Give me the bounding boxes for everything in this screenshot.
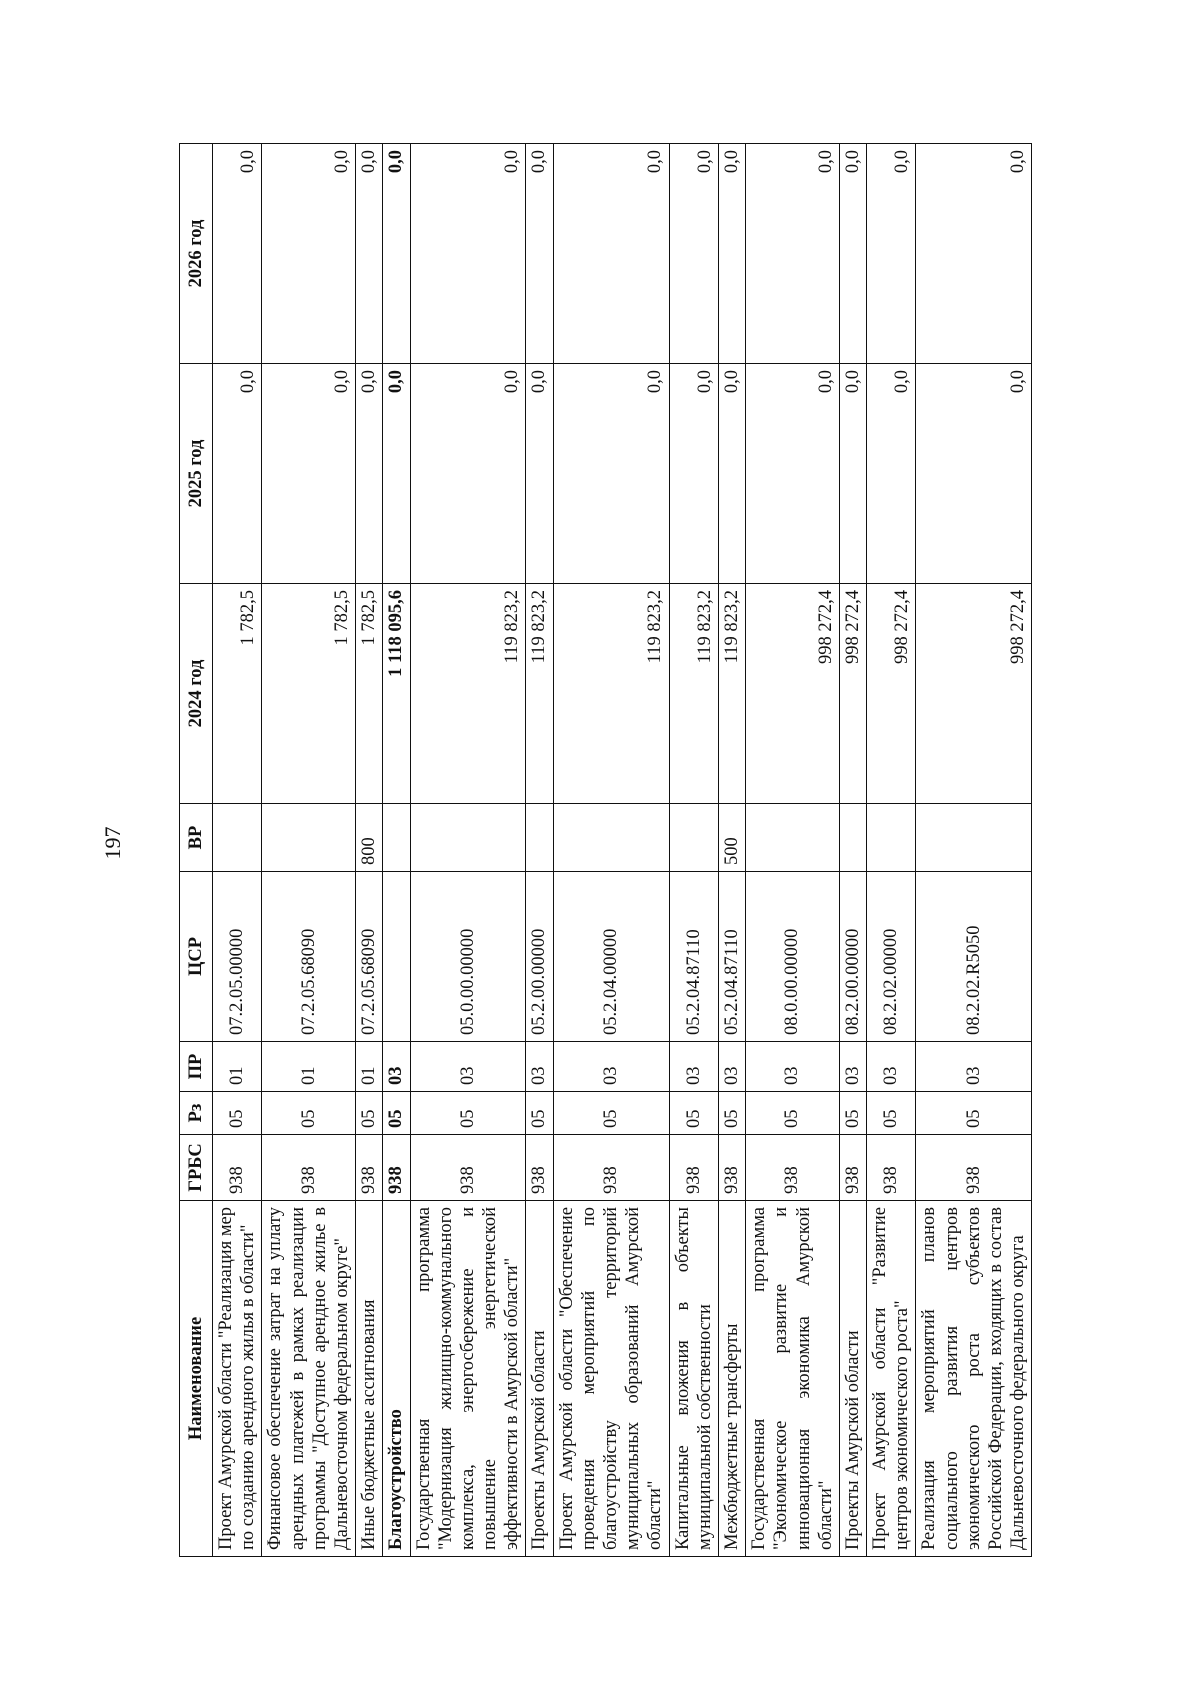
cell-grbs: 938 [213, 1135, 262, 1201]
cell-2025: 0,0 [262, 364, 356, 584]
cell-csr: 08.2.00.00000 [839, 872, 866, 1042]
cell-2024: 119 823,2 [410, 584, 526, 804]
cell-name: Иные бюджетные ассигнования [356, 1201, 383, 1557]
cell-2024: 998 272,4 [746, 584, 840, 804]
budget-table [179, 143, 1032, 1557]
cell-2025: 0,0 [410, 364, 526, 584]
cell-vr [410, 804, 526, 872]
cell-grbs: 938 [410, 1135, 526, 1201]
cell-rz: 05 [746, 1092, 840, 1135]
cell-2024: 1 782,5 [213, 584, 262, 804]
cell-2024: 119 823,2 [526, 584, 553, 804]
cell-rz: 05 [262, 1092, 356, 1135]
table-row [213, 144, 262, 1557]
cell-rz: 05 [867, 1092, 916, 1135]
cell-2024: 119 823,2 [669, 584, 718, 804]
cell-vr [867, 804, 916, 872]
page-number: 197 [100, 826, 125, 860]
cell-csr [383, 872, 410, 1042]
cell-2025: 0,0 [553, 364, 669, 584]
table-row [718, 144, 745, 1557]
rotated-table-container [179, 144, 1047, 1557]
cell-grbs: 938 [839, 1135, 866, 1201]
header-grbs: ГРБС [180, 1135, 213, 1201]
table-row [526, 144, 553, 1557]
header-rz: Рз [180, 1092, 213, 1135]
cell-2026: 0,0 [356, 144, 383, 364]
table-row [553, 144, 669, 1557]
cell-grbs: 938 [867, 1135, 916, 1201]
cell-rz: 05 [916, 1092, 1032, 1135]
cell-2025: 0,0 [213, 364, 262, 584]
cell-csr: 07.2.05.68090 [356, 872, 383, 1042]
cell-pr: 01 [356, 1042, 383, 1092]
cell-csr: 08.0.00.00000 [746, 872, 840, 1042]
cell-csr: 05.0.00.00000 [410, 872, 526, 1042]
cell-vr [669, 804, 718, 872]
cell-2025: 0,0 [867, 364, 916, 584]
cell-grbs: 938 [383, 1135, 410, 1201]
cell-rz: 05 [383, 1092, 410, 1135]
header-2025: 2025 год [180, 364, 213, 584]
cell-name: Проекты Амурской области [526, 1201, 553, 1557]
cell-2024: 1 782,5 [262, 584, 356, 804]
header-2024: 2024 год [180, 584, 213, 804]
cell-2025: 0,0 [746, 364, 840, 584]
cell-vr: 800 [356, 804, 383, 872]
table-row [383, 144, 410, 1557]
cell-2026: 0,0 [526, 144, 553, 364]
cell-pr: 03 [867, 1042, 916, 1092]
table-header-row [180, 144, 213, 1557]
cell-vr: 500 [718, 804, 745, 872]
cell-2025: 0,0 [669, 364, 718, 584]
cell-pr: 03 [526, 1042, 553, 1092]
cell-grbs: 938 [746, 1135, 840, 1201]
cell-rz: 05 [839, 1092, 866, 1135]
cell-pr: 03 [383, 1042, 410, 1092]
header-vr: ВР [180, 804, 213, 872]
cell-grbs: 938 [669, 1135, 718, 1201]
table-row [262, 144, 356, 1557]
cell-vr [839, 804, 866, 872]
cell-pr: 03 [916, 1042, 1032, 1092]
cell-vr [383, 804, 410, 872]
cell-rz: 05 [213, 1092, 262, 1135]
cell-csr: 05.2.04.00000 [553, 872, 669, 1042]
cell-rz: 05 [669, 1092, 718, 1135]
cell-2024: 998 272,4 [867, 584, 916, 804]
cell-2026: 0,0 [839, 144, 866, 364]
cell-2026: 0,0 [553, 144, 669, 364]
cell-name: Благоустройство [383, 1201, 410, 1557]
cell-2026: 0,0 [262, 144, 356, 364]
cell-pr: 03 [669, 1042, 718, 1092]
cell-rz: 05 [356, 1092, 383, 1135]
cell-pr: 03 [746, 1042, 840, 1092]
cell-2026: 0,0 [669, 144, 718, 364]
table-body [213, 144, 1032, 1557]
cell-rz: 05 [718, 1092, 745, 1135]
cell-vr [526, 804, 553, 872]
cell-name: Проект Амурской области "Развитие центров экономического роста" [867, 1201, 916, 1557]
cell-csr: 05.2.00.00000 [526, 872, 553, 1042]
cell-2026: 0,0 [383, 144, 410, 364]
cell-2026: 0,0 [718, 144, 745, 364]
cell-2026: 0,0 [410, 144, 526, 364]
cell-name: Капитальные вложения в объекты муниципальной собственности [669, 1201, 718, 1557]
cell-name: Реализация мероприятий планов социального развития центров экономического роста субъектов Российской Федерации, входящих в состав Дальневосточного федерального округа [916, 1201, 1032, 1557]
cell-grbs: 938 [718, 1135, 745, 1201]
cell-name: Проекты Амурской области [839, 1201, 866, 1557]
cell-2026: 0,0 [213, 144, 262, 364]
table-row [916, 144, 1032, 1557]
cell-2025: 0,0 [718, 364, 745, 584]
cell-name: Проект Амурской области "Реализация мер по созданию арендного жилья в области" [213, 1201, 262, 1557]
cell-2024: 119 823,2 [718, 584, 745, 804]
cell-rz: 05 [526, 1092, 553, 1135]
cell-2024: 1 118 095,6 [383, 584, 410, 804]
header-pr: ПР [180, 1042, 213, 1092]
cell-2024: 119 823,2 [553, 584, 669, 804]
cell-name: Государственная программа "Модернизация жилищно-коммунального комплекса, энергосбережение и повышение энергетической эффективности в Амурской области" [410, 1201, 526, 1557]
header-name: Наименование [180, 1201, 213, 1557]
table-row [746, 144, 840, 1557]
cell-2024: 998 272,4 [916, 584, 1032, 804]
cell-2024: 1 782,5 [356, 584, 383, 804]
cell-rz: 05 [410, 1092, 526, 1135]
cell-vr [553, 804, 669, 872]
cell-vr [916, 804, 1032, 872]
cell-pr: 03 [553, 1042, 669, 1092]
cell-2025: 0,0 [916, 364, 1032, 584]
cell-pr: 03 [839, 1042, 866, 1092]
cell-2025: 0,0 [839, 364, 866, 584]
cell-2025: 0,0 [526, 364, 553, 584]
cell-grbs: 938 [262, 1135, 356, 1201]
cell-pr: 03 [718, 1042, 745, 1092]
table-row [867, 144, 916, 1557]
cell-csr: 05.2.04.87110 [718, 872, 745, 1042]
cell-grbs: 938 [553, 1135, 669, 1201]
cell-2026: 0,0 [867, 144, 916, 364]
table-row [669, 144, 718, 1557]
cell-csr: 08.2.02.00000 [867, 872, 916, 1042]
cell-vr [262, 804, 356, 872]
table-row [410, 144, 526, 1557]
cell-name: Государственная программа "Экономическое развитие и инновационная экономика Амурской области" [746, 1201, 840, 1557]
cell-name: Проект Амурской области "Обеспечение проведения мероприятий по благоустройству территорий муниципальных образований Амурской области" [553, 1201, 669, 1557]
cell-2025: 0,0 [356, 364, 383, 584]
cell-pr: 01 [213, 1042, 262, 1092]
cell-csr: 07.2.05.68090 [262, 872, 356, 1042]
header-2026: 2026 год [180, 144, 213, 364]
cell-2024: 998 272,4 [839, 584, 866, 804]
header-csr: ЦСР [180, 872, 213, 1042]
cell-2026: 0,0 [916, 144, 1032, 364]
cell-csr: 07.2.05.00000 [213, 872, 262, 1042]
cell-grbs: 938 [526, 1135, 553, 1201]
cell-grbs: 938 [916, 1135, 1032, 1201]
table-row [839, 144, 866, 1557]
cell-rz: 05 [553, 1092, 669, 1135]
cell-vr [746, 804, 840, 872]
cell-pr: 03 [410, 1042, 526, 1092]
cell-2026: 0,0 [746, 144, 840, 364]
cell-pr: 01 [262, 1042, 356, 1092]
cell-2025: 0,0 [383, 364, 410, 584]
cell-name: Межбюджетные трансферты [718, 1201, 745, 1557]
cell-grbs: 938 [356, 1135, 383, 1201]
cell-csr: 08.2.02.R5050 [916, 872, 1032, 1042]
cell-name: Финансовое обеспечение затрат на уплату арендных платежей в рамках реализации программы "Доступное арендное жилье в Дальневосточном федеральном округе" [262, 1201, 356, 1557]
cell-vr [213, 804, 262, 872]
table-row [356, 144, 383, 1557]
cell-csr: 05.2.04.87110 [669, 872, 718, 1042]
